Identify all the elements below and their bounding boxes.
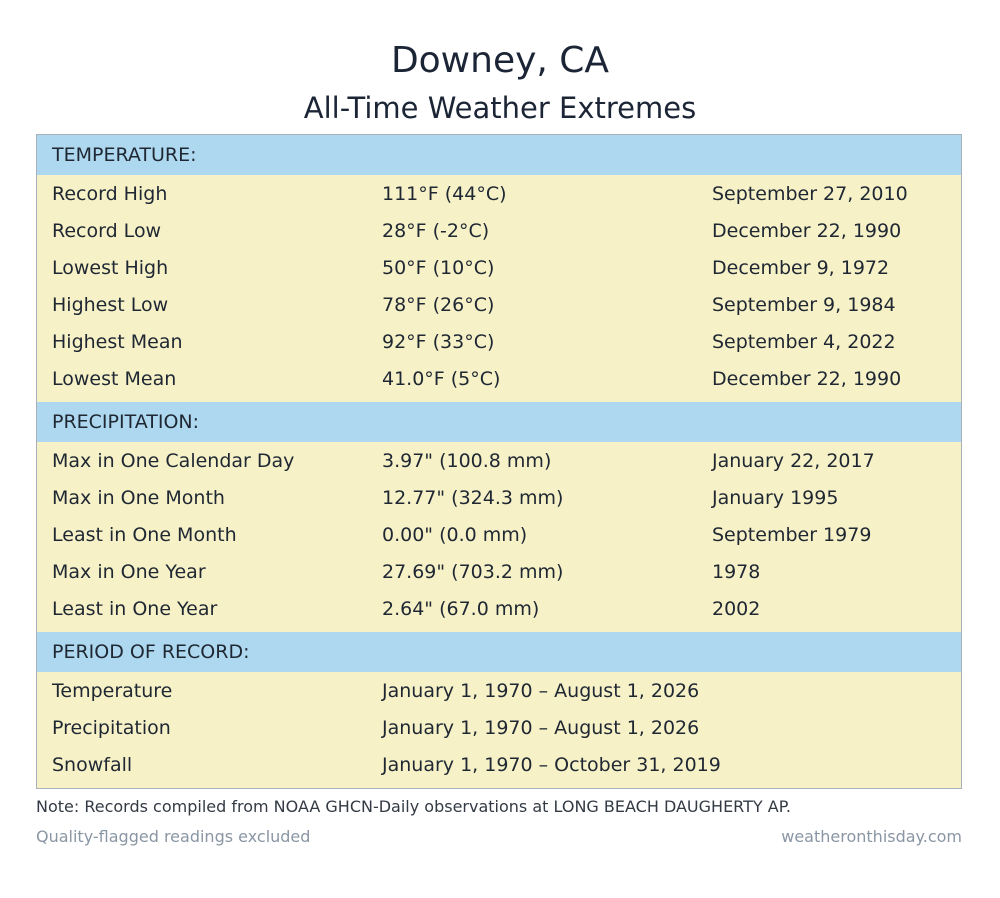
table-row [37, 361, 961, 398]
row-value: 41.0°F (5°C) [382, 368, 501, 390]
row-label: Least in One Year [52, 598, 218, 620]
section-header: PRECIPITATION: [37, 402, 961, 442]
row-label: Highest Low [52, 294, 169, 316]
row-date: January 22, 2017 [712, 450, 875, 472]
table-row [37, 287, 961, 324]
row-date: December 22, 1990 [712, 368, 902, 390]
row-value: January 1, 1970 – August 1, 2026 [382, 680, 700, 702]
row-value: 78°F (26°C) [382, 294, 495, 316]
row-value: 111°F (44°C) [382, 183, 507, 205]
row-label: Temperature [52, 680, 173, 702]
row-label: Least in One Month [52, 524, 237, 546]
table-row [37, 554, 961, 591]
row-label: Snowfall [52, 754, 133, 776]
row-value: January 1, 1970 – October 31, 2019 [382, 754, 721, 776]
page-title: Downey, CA [390, 40, 610, 81]
section-precipitation [37, 402, 961, 632]
row-label: Max in One Month [52, 487, 225, 509]
table-row [37, 747, 961, 784]
quality-footnote: Quality-flagged readings excluded [36, 827, 311, 846]
row-date: 1978 [712, 561, 761, 583]
row-date: December 9, 1972 [712, 257, 890, 279]
table-row [37, 213, 961, 250]
site-credit: weatheronthisday.com [781, 827, 962, 846]
row-value: 28°F (-2°C) [382, 220, 490, 242]
row-date: January 1995 [712, 487, 839, 509]
row-value: 92°F (33°C) [382, 331, 495, 353]
table-row [37, 480, 961, 517]
section-period-of-record [37, 632, 961, 788]
table-row [37, 324, 961, 361]
table-row [37, 176, 961, 213]
row-date: September 1979 [712, 524, 872, 546]
row-date: December 22, 1990 [712, 220, 902, 242]
table-row [37, 591, 961, 628]
row-label: Max in One Calendar Day [52, 450, 295, 472]
row-label: Record High [52, 183, 168, 205]
row-date: September 27, 2010 [712, 183, 908, 205]
section-header: PERIOD OF RECORD: [37, 632, 961, 672]
row-date: September 4, 2022 [712, 331, 896, 353]
table-row [37, 443, 961, 480]
row-value: 0.00" (0.0 mm) [382, 524, 528, 546]
extremes-table [36, 134, 962, 789]
row-value: 12.77" (324.3 mm) [382, 487, 564, 509]
source-note: Note: Records compiled from NOAA GHCN-Daily observations at LONG BEACH DAUGHERTY AP. [36, 797, 791, 816]
section-header: TEMPERATURE: [37, 135, 961, 175]
row-value: 27.69" (703.2 mm) [382, 561, 564, 583]
table-row [37, 250, 961, 287]
row-label: Highest Mean [52, 331, 183, 353]
table-row [37, 517, 961, 554]
row-value: 3.97" (100.8 mm) [382, 450, 552, 472]
row-label: Lowest Mean [52, 368, 177, 390]
table-row [37, 710, 961, 747]
row-label: Precipitation [52, 717, 171, 739]
row-value: 2.64" (67.0 mm) [382, 598, 540, 620]
page-subtitle: All-Time Weather Extremes [303, 91, 697, 125]
row-label: Record Low [52, 220, 162, 242]
section-temperature [37, 135, 961, 402]
row-label: Max in One Year [52, 561, 206, 583]
row-value: 50°F (10°C) [382, 257, 495, 279]
row-label: Lowest High [52, 257, 169, 279]
row-value: January 1, 1970 – August 1, 2026 [382, 717, 700, 739]
table-row [37, 673, 961, 710]
row-date: September 9, 1984 [712, 294, 896, 316]
row-date: 2002 [712, 598, 761, 620]
